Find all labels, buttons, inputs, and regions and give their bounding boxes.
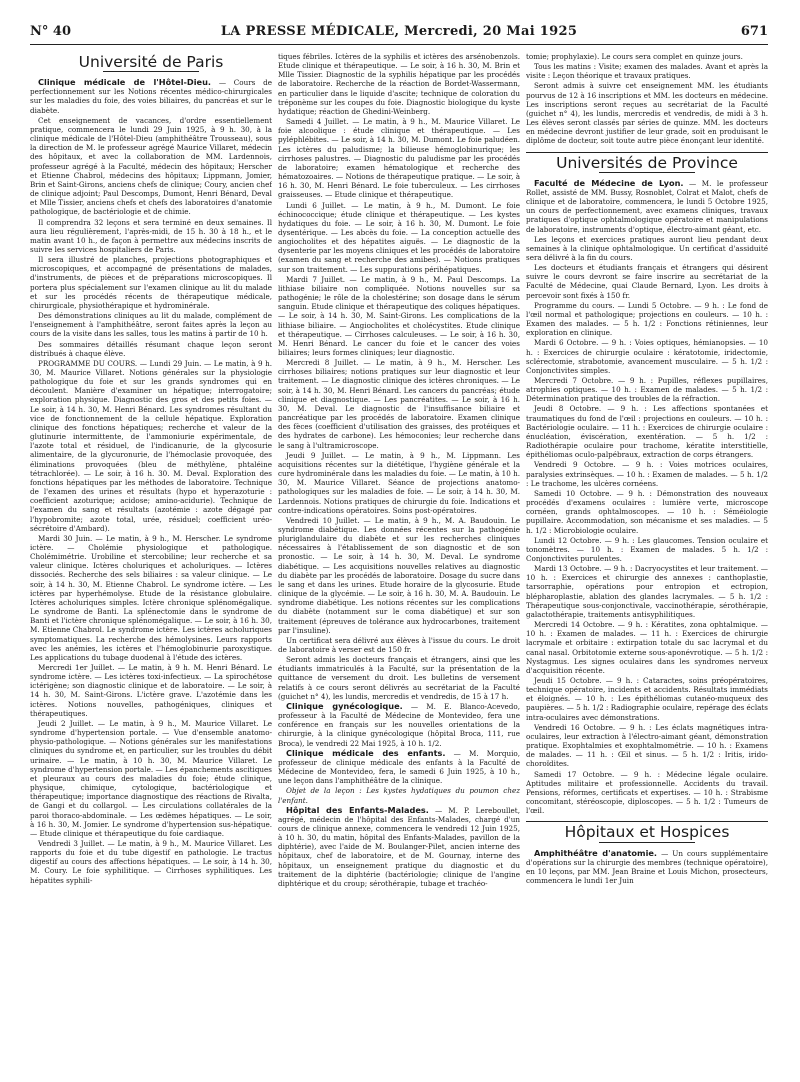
paragraph: Mardi 13 Octobre. — 9 h. : Dacryocystites et leur traitement. — 10 h. : Exercices et chirurgie des annexes : canthoplastie, tarsorraphie, opérations pour entropion et ectropion, blépharoplastie, ablation des glandes lacrymales. — 5 h. 1/2 : Thérapeutique sous-conjonctivale, vaccinothérapie, sérothérapie, galactothérapie, traitements antisyphilitiques. (526, 564, 768, 619)
paragraph: Seront admis les docteurs français et étrangers, ainsi que les étudiants immatriculés à la Faculté, sur la présentation de la quittance de versement du droit. Les bulletins de versement relatifs à ce cours seront délivrés au secrétariat de la Faculté (guichet n° 4), les lundis, mercredis et vendredis, de 15 à 17 h. (278, 655, 520, 701)
subsection-title: Amphithéâtre d'anatomie. (534, 847, 658, 858)
paragraph: Jeudi 8 Octobre. — 9 h. : Les affections spontanées et traumatiques du fond de l'œil : projections en couleurs. — 10 h. : Bactériologie oculaire. — 11 h. : Exercices de chirurgie oculaire : énucléation, éviscération, exentération. — 5 h. 1/2 : Radiothérapie oculaire pour trachome, kératite interstitielle, épithéliomas oculo-palpébraux, extraction de corps étrangers. (526, 404, 768, 460)
column-2 (278, 52, 520, 1072)
paragraph: Mardi 30 Juin. — Le matin, à 9 h., M. Herscher. Le syndrome ictère. — Cholémie physiologique et pathologique. Cholémimétrie. Urobiline et stercobiline; leur recherche et sa valeur clinique. Ictères choluriques et acholuriques. — Ictères dissociés. Recherche des sels biliaires : sa valeur clinique. — Le soir, à 14 h. 30, M. Etienne Chabrol. Le syndrome ictère. — Les ictères par hyperhémolyse. Etude de la résistance globulaire. Ictères acholuriques simples. Ictère chronique splénomégalique. Le syndrome de Banti. La splénectomie dans le syndrome de Banti et l'ictère chronique splénomégalique. — Le soir, à 16 h. 30, M. Etienne Chabrol. Le syndrome ictère. Les ictères acholuriques symptomatiques. La recherche des hémolysines. Leurs rapports avec les anémies, les ictères et l'hémoglobinurie paroxystique. Les applications du tubage duodenal à l'étude des ictères. (30, 533, 272, 662)
paragraph: Les docteurs et étudiants français et étrangers qui désirent suivre le cours devront se faire inscrire au secrétariat de la Faculté de Médecine, quai Claude Bernard, Lyon. Les droits à percevoir sont fixés à 150 fr. (526, 263, 768, 300)
paragraph-text: — M. P. Lereboullet, agrégé, médecin de l'hôpital des Enfants-Malades, chargé d'un cours de clinique annexe, commencera le vendredi 12 Juin 1925, à 10 h. 30, du matin, hôpital des Enfants-Malades, pavillon de la diphtérie), avec l'aide de M. Boulanger-Pilet, ancien interne des hôpitaux, chef de laboratoire, et de M. Gournay, interne des hôpitaux, un enseignement pratique du diagnostic et du traitement de la diphtérie (bactériologie; clinique de l'angine diphtérique et du croup; sérothérapie, tubage et trachéo- (278, 805, 520, 888)
section-title-universite-paris: Université de Paris (30, 58, 272, 72)
paragraph: Jeudi 2 Juillet. — Le matin, à 9 h., M. Maurice Villaret. Le syndrome d'hypertension portale. — Vue d'ensemble anatomo-physio-pathologique. — Notions générales sur les manifestations cliniques du syndrome et, en particulier, sur les troubles du débit urinaire. — Le matin, à 10 h. 30, M. Maurice Villaret. Le syndrome d'hypertension portale. — Les épanchements ascitiques et pleuraux au cours des maladies du foie; étude clinique, physique, chimique, cytologique, bactériologique et thérapeutique; importance diagnostique des réactions de Rivalta, de Gangi et du collargol. — Les circulations collatérales de la paroi thoraco-abdominale. — Les œdèmes hépatiques. — Le soir, à 16 h. 30, M. Jomier. Le syndrome d'hypertension sus-hépatique. — Etude clinique et thérapeutique du foie cardiaque. (30, 718, 272, 838)
paragraph: Un certificat sera délivré aux élèves à l'issue du cours. Le droit de laboratoire à verser est de 150 fr. (278, 635, 520, 654)
subsection-title: Clinique médicale des enfants. (286, 747, 446, 758)
paragraph (526, 179, 768, 234)
page-number: 671 (740, 24, 768, 39)
section-title-universites-province: Universités de Province (526, 159, 768, 173)
paragraph: Des démonstrations cliniques au lit du malade, complément de l'enseignement à l'amphithéâtre, seront faites après la leçon au cours de la visite dans les salles, tous les matins à partir de 10 h. (30, 311, 272, 339)
paragraph: Samedi 10 Octobre. — 9 h. : Démonstration des nouveaux procédés d'examens oculaires : lumière verte, microscope cornéen, grands ophtalmoscopes. — 10 h. : Séméiologie pupillaire. Accommodation, son mécanisme et ses maladies. — 5 h. 1/2 : Microbiologie oculaire. (526, 488, 768, 535)
paragraph (278, 806, 520, 888)
paragraph-text: — M. le professeur Rollet, assisté de MM. Bussy, Rosnoblet, Colrat et Malot, chefs de clinique et de laboratoire, commencera, le lundi 5 Octobre 1925, un cours de perfectionnement, avec examens cliniques, travaux pratiques d'optique ophtalmologique opératoire et manipulations de laboratoire, instruments d'optique, électro-aimant géant, etc. (526, 178, 768, 234)
column-3 (526, 52, 768, 1072)
paragraph-text: — Un cours supplémentaire d'opérations sur la chirurgie des membres (technique opératoire), en 10 leçons, par MM. Jean Braine et Louis Michon, prosecteurs, commencera le lundi 1er Juin (526, 848, 768, 885)
paragraph: Samedi 17 Octobre. — 9 h. : Médecine légale oculaire. Aptitudes militaire et professionnelle. Accidents du travail. Pensions, réformes, certificats et expertises. — 10 h. : Strabisme concomitant, stéréoscopie, diploscopes. — 5 h. 1/2 : Tumeurs de l'œil. (526, 769, 768, 816)
note-text: Objet de la leçon : Les kystes hydatiques du poumon chez l'enfant. (278, 786, 520, 805)
subsection-title: Hôpital des Enfants-Malades. (286, 804, 429, 815)
paragraph (526, 849, 768, 886)
paragraph (278, 749, 520, 786)
issue-number: N° 40 (30, 24, 71, 39)
paragraph: Jeudi 15 Octobre. — 9 h. : Cataractes, soins préopératoires, technique opératoire, incidents et accidents. Résultats immédiats et éloignés. — 10 h. : Les épithéliomas cutanéo-muqueux des paupières. — 5 h. 1/2 : Radiographie oculaire, repérage des éclats intra-oculaires avec démonstrations. (526, 676, 768, 722)
paragraph: Lundi 6 Juillet. — Le matin, à 9 h., M. Dumont. Le foie échinococcique; étude clinique et thérapeutique. — Les kystes hydatiques du foie. — Le soir, à 16 h. 30, M. Dumont. Le foie dysentérique. — Les abcès du foie. — La conception actuelle des angiocholites et des hépatites aiguës. — Le diagnostic de la dysenterie par les moyens cliniques et les procédés de laboratoire (examen du sang et recherche des amibes). — Notions pratiques sur son traitement. — Les suppurations périhépatiques. (278, 200, 520, 274)
paragraph: Mercredi 8 Juillet. — Le matin, à 9 h., M. Herscher. Les cirrhoses biliaires; notions pratiques sur leur diagnostic et leur traitement. — Le diagnostic clinique des ictères chroniques. — Le soir, à 14 h. 30, M. Henri Bénard. Les cancers du pancréas; étude clinique et diagnostique. — Les pancréatites. — Le soir, à 16 h. 30, M. Deval. Le diagnostic de l'insuffisance biliaire et pancréatique par les procédés de laboratoire. Examen clinique des fèces (coefficient d'utilisation des graisses, des protéiques et des hydrates de carbone). Les hémoconies; leur recherche dans le sang à l'ultramicroscope. (278, 358, 520, 450)
paragraph: Mercredi 1er Juillet. — Le matin, à 9 h. M. Henri Bénard. Le syndrome ictère. — Les ictères toxi-infectieux. — La spirochétose ictérigène; son diagnostic clinique et de laboratoire. — Le soir, à 14 h. 30, M. Saint-Girons. L'ictère grave. L'azotémie dans les ictères. Notions nouvelles, pathogéniques, cliniques et thérapeutiques. (30, 663, 272, 718)
paragraph: Il comprendra 32 leçons et sera terminé en deux semaines. Il aura lieu régulièrement, l'après-midi, de 15 h. 30 à 18 h., et le matin avant 10 h., de façon à permettre aux médecins inscrits de suivre les services hospitaliers de Paris. (30, 217, 272, 254)
subsection-title: Faculté de Médecine de Lyon. (534, 177, 684, 188)
subsection-title: Clinique gynécologique. (286, 700, 403, 711)
paragraph-text: — Cours de perfectionnement sur les Notions récentes médico-chirurgicales sur les maladies du foie, des voies biliaires, du pancréas et sur le diabète. (30, 78, 272, 115)
paragraph: Vendredi 16 Octobre. — 9 h. : Les éclats magnétiques intra-oculaires, leur extraction à l'électro-aimant géant, démonstration pratique. Exophtalmies et exophtalmométrie. — 10 h. : Examens de malades. — 11 h. : Œil et sinus. — 5 h. 1/2 : Iritis, irido-choroïdites. (526, 722, 768, 769)
column-1 (30, 52, 272, 1072)
paragraph: Vendredi 10 Juillet. — Le matin, à 9 h., M. A. Baudouin. Le syndrome diabétique. Les données récentes sur la pathogénie pluriglandulaire du diabète et sur les recherches cliniques nécessaires à l'établissement de son diagnostic et de son pronostic. — Le soir, à 14 h. 30, M. Deval. Le syndrome diabétique. — Les acquisitions nouvelles relatives au diagnostic du diabète par les procédés de laboratoire. Dosage du sucre dans le sang et dans les urines. Etude horaire de la glycosurie. Etude clinique de la glycémie. — Le soir, à 16 h. 30, M. A. Baudouin. Le syndrome diabétique. Les notions récentes sur les complications du diabète (notamment sur le coma diabétique) et sur son traitement (épreuves de tolérance aux hydrocarbones, traitement par l'insuline). (278, 515, 520, 635)
paragraph (30, 78, 272, 115)
paragraph: Programme du cours. — Lundi 5 Octobre. — 9 h. : Le fond de l'œil normal et pathologique; projections en couleurs. — 10 h. : Examen des malades. — 5 h. 1/2 : Fonctions rétiniennes, leur exploration en clinique. (526, 300, 768, 338)
paragraph: Vendredi 9 Octobre. — 9 h. : Voies motrices oculaires, paralysies extrinsèques. — 10 h. : Examen de malades. — 5 h. 1/2 : Le trachome, les ulcères cornéens. (526, 460, 768, 488)
paragraph (278, 702, 520, 748)
paragraph: PROGRAMME DU COURS. — Lundi 29 Juin. — Le matin, à 9 h. 30, M. Maurice Villaret. Notions générales sur la physiologie pathologique du foie et sur les grands syndromes qui en découlent. Manière d'examiner un hépatique; interrogatoire; exploration physique. Diagnostic des gros et des petits foies. — Le soir, à 14 h. 30, M. Henri Bénard. Les syndromes résultant du vice de fonctionnement de la cellule hépatique. Exploration clinique des fonctions hépatiques; recherche et valeur de la glutinurie intermittente, de l'ammoniurie expérimentale, de l'azote total et résiduel, de l'indicanurie, de la glycosurie alimentaire, de la glycuronurie, de l'hémoclasie provoquée, des éliminations provoquées (bleu de méthylène, phtaléine tétrachlorée). — Le soir, à 16 h. 30. M. Deval. Exploration des fonctions hépatiques par les méthodes de laboratoire. Technique de l'examen des urines et résultats (hypo et hyperazoturie : coefficient azoturique; acidose; amino-acidurie). Technique de l'examen du sang et résultats (azotémie : azote dégagé par l'hypobromite; azote total, urée, résiduel; coefficient uréo-sécrétoire d'Ambard). (30, 358, 272, 533)
paragraph-note (278, 786, 520, 804)
paragraph: Samedi 4 Juillet. — Le matin, à 9 h., M. Maurice Villaret. Le foie alcoolique : étude clinique et thérapeutique. — Les pyléphlébites. — Le soir, à 14 h. 30, M. Dumont. Le foie paludéen. Les ictères du paludisme; la bilieuse hémoglobinurique; les cirrhoses palustres. — Diagnostic du paludisme par les procédés de laboratoire; examen hématologique et recherche des hématozoaires. — Notions de thérapeutique pratique. — Le soir, à 16 h. 30, M. Henri Bénard. Le foie tuberculeux. — Les cirrhoses graisseuses. — Etude clinique et thérapeutique. (278, 117, 520, 200)
journal-title: LA PRESSE MÉDICALE, Mercredi, 20 Mai 1925 (220, 24, 578, 39)
section-title-hopitaux-hospices: Hôpitaux et Hospices (526, 828, 768, 842)
paragraph: tiques fébriles. Ictères de la syphilis et ictères des arsénobenzols. Etude clinique et thérapeutique. — Le soir, à 16 h. 30, M. Brin et Mlle Tissier. Diagnostic de la syphilis hépatique par les procédés de laboratoire. Recherche de la réaction de Bordet-Wassermann, en particulier dans le liquide d'ascite; technique de coloration du tréponème sur les coupes du foie. Diagnostic biologique du kyste hydatique; réaction de Ghedini-Weinberg. (278, 52, 520, 116)
paragraph: Vendredi 3 Juillet. — Le matin, à 9 h., M. Maurice Villaret. Les rapports du foie et du tube digestif en pathologie. Le tractus digestif au cours des affections hépatiques. — Le soir, à 14 h. 30, M. Coury. Le foie syphilitique. — Cirrhoses syphilitiques. Les hépatites syphili- (30, 838, 272, 885)
paragraph-text: — M. E. Blanco-Acevedo, professeur à la Faculté de Médecine de Montevideo, fera une conférence en français sur les nouvelles orientations de la chirurgie, à la clinique gynécologique (hôpital Broca, 111, rue Broca), le vendredi 22 Mai 1925, à 10 h. 1/2. (278, 701, 520, 748)
paragraph: Mercredi 7 Octobre. — 9 h. : Pupilles, réflexes pupillaires, atrophies optiques. — 10 h. : Examen de malades. — 5 h. 1/2 : Détermination pratique des troubles de la réfraction. (526, 376, 768, 404)
paragraph: Des sommaires détaillés résumant chaque leçon seront distribués à chaque élève. (30, 339, 272, 358)
divider (526, 821, 768, 822)
divider (526, 152, 768, 153)
paragraph-text: — M. Morquio, professeur de clinique médicale des enfants à la Faculté de Médecine de Montevideo, fera, le samedi 6 Juin 1925, à 10 h., une leçon dans l'amphithéâtre de la clinique. (278, 748, 520, 786)
paragraph: Lundi 12 Octobre. — 9 h. : Les glaucomes. Tension oculaire et tonomètres. — 10 h. : Examen de malades. 5 h. 1/2 : Conjonctivites purulentes. (526, 535, 768, 563)
paragraph: tomie; prophylaxie). Le cours sera complet en quinze jours. (526, 52, 743, 61)
paragraph: Tous les matins : Visite; examen des malades. Avant et après la visite : Leçon théorique et travaux pratiques. (526, 62, 768, 81)
paragraph: Il sera illustré de planches, projections photographiques et microscopiques, et accompagné de présentations de malades, d'instruments, de pièces et de préparations microscopiques. Il portera plus spécialement sur l'examen clinique au lit du malade et sur les procédés récents de thérapeutique médicale, chirurgicale, physiothérapique et hydrominérale. (30, 255, 272, 310)
page-header (30, 22, 768, 45)
paragraph: Seront admis à suivre cet enseignement MM. les étudiants pourvus de 12 à 16 inscriptions et MM. les docteurs en médecine. Les inscriptions seront reçues au secrétariat de la Faculté (guichet n° 4), les lundis, mercredis et vendredis, de midi à 3 h. Les élèves seront classés par séries de quinze. MM. les docteurs en médecine devront justifier de leur grade, soit en produisant le diplôme de docteur, soit toute autre pièce énonçant leur identité. (526, 81, 768, 146)
subsection-title: Clinique médicale de l'Hôtel-Dieu. (38, 77, 212, 88)
paragraph: Cet enseignement de vacances, d'ordre essentiellement pratique, commencera le lundi 29 Juin 1925, à 9 h. 30, à la clinique médicale de l'Hôtel-Dieu (amphithéâtre Trousseau), sous la direction de M. le professeur agrégé Maurice Villaret, médecin des hôpitaux, et avec la collaboration de MM. Lardennois, professeur agrégé à la Faculté, médecin des hôpitaux; Herscher et Etienne Chabrol, médecins des hôpitaux; Lippmann, Jomier, Brin et Saint-Girons, anciens chefs de clinique; Coury, ancien chef de clinique adjoint; Paul Descomps, Dumont, Henri Bénard, Deval et Mlle Tissier, anciens chefs et chefs des laboratoires d'anatomie pathologique, de bactériologie et de chimie. (30, 115, 272, 217)
paragraph: Mardi 7 Juillet. — Le matin, à 9 h., M. Paul Descomps. La lithiase biliaire non compliquée. Notions nouvelles sur sa pathogénie; le rôle de la cholestérine; son dosage dans le sérum sanguin. Etude clinique et thérapeutique des coliques hépatiques. — Le soir, à 14 h. 30, M. Saint-Girons. Les complications de la lithiase biliaire. — Angiocholites et cholécystites. Etude clinique et thérapeutique. — Cirrhoses calculeuses. — Le soir, à 16 h. 30, M. Henri Bénard. Le cancer du foie et le cancer des voies biliaires; leurs formes cliniques; leur diagnostic. (278, 274, 520, 357)
paragraph: Les leçons et exercices pratiques auront lieu pendant deux semaines à la clinique ophtalmologique. Un certificat d'assiduité sera délivré à la fin du cours. (526, 234, 768, 262)
paragraph: Mardi 6 Octobre. — 9 h. : Voies optiques, hémianopsies. — 10 h. : Exercices de chirurgie oculaire : kératotomie, iridectomie, sclérectomie, strabotomie, avancement musculaire. — 5 h. 1/2 : Conjonctivites simples. (526, 338, 768, 375)
paragraph: Jeudi 9 Juillet. — Le matin, à 9 h., M. Lippmann. Les acquisitions récentes sur la diététique, l'hygiène générale et la cure hydrominérale dans les maladies du foie. — Le matin, à 10 h. 30, M. Maurice Villaret. Séance de projections anatomo-pathologiques sur les maladies de foie. — Le soir, à 14 h. 30, M. Lardennois. Notions pratiques de chirurgie du foie. Indications et contre-indications opératoires. Soins post-opératoires. (278, 450, 520, 515)
paragraph: Mercredi 14 Octobre. — 9 h. : Kératites, zona ophtalmique. — 10 h. : Examen de malades. — 11 h. : Exercices de chirurgie lacrymale et orbitaire : extirpation totale du sac lacrymal et du canal nasal. Orbitotomie externe sous-aponévrotique. — 5 h. 1/2 : Nystagmus. Les signes oculaires dans les syndromes nerveux d'acquisition récente. (526, 620, 768, 675)
